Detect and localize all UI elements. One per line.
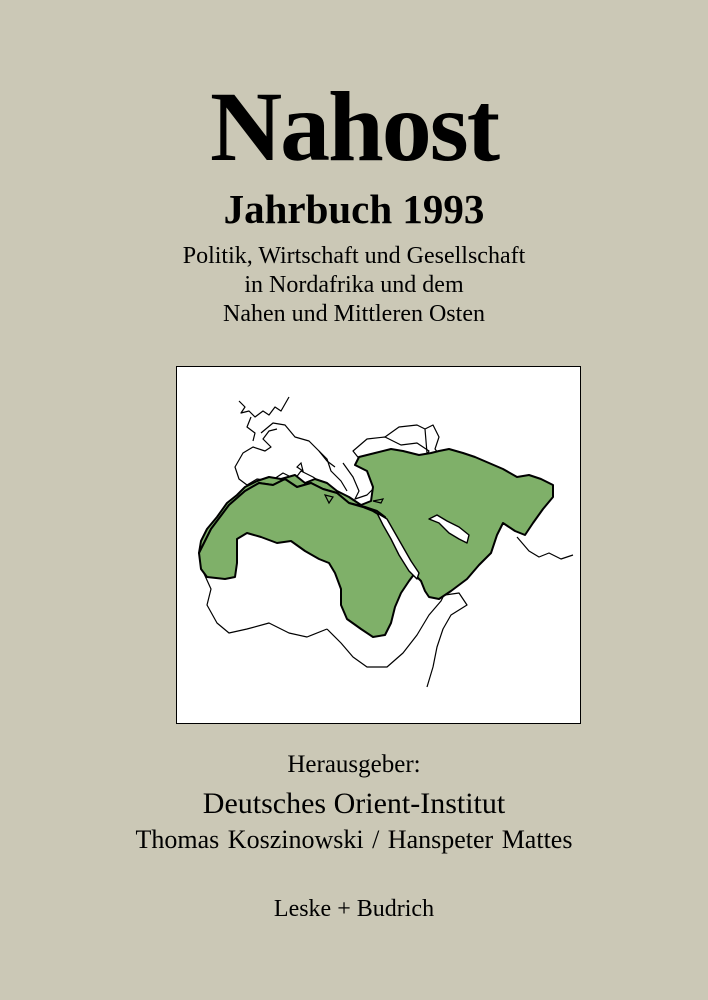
tagline-line-1: Politik, Wirtschaft und Gesellschaft bbox=[182, 243, 526, 269]
institute-name: Deutsches Orient-Institut bbox=[202, 787, 506, 820]
book-subtitle: Jahrbuch 1993 bbox=[223, 186, 485, 232]
scandinavia-coast bbox=[239, 397, 289, 417]
india-coast bbox=[517, 537, 573, 559]
baltic-coast bbox=[247, 417, 255, 441]
mena-highlight bbox=[199, 449, 553, 637]
tagline-line-3: Nahen und Mittleren Osten bbox=[223, 301, 485, 327]
publisher-name: Leske + Budrich bbox=[273, 896, 435, 922]
editor-label: Herausgeber: bbox=[287, 751, 421, 778]
book-title: Nahost bbox=[209, 71, 499, 182]
tagline-line-2: in Nordafrika und dem bbox=[244, 272, 464, 298]
region-map-illustration bbox=[177, 367, 580, 723]
region-map bbox=[176, 366, 581, 724]
book-tagline bbox=[0, 242, 708, 329]
sardinia bbox=[297, 463, 303, 471]
russia-border bbox=[385, 425, 425, 437]
central-europe-border bbox=[261, 423, 335, 467]
editor-names: Thomas Koszinowski / Hanspeter Mattes bbox=[135, 825, 573, 854]
